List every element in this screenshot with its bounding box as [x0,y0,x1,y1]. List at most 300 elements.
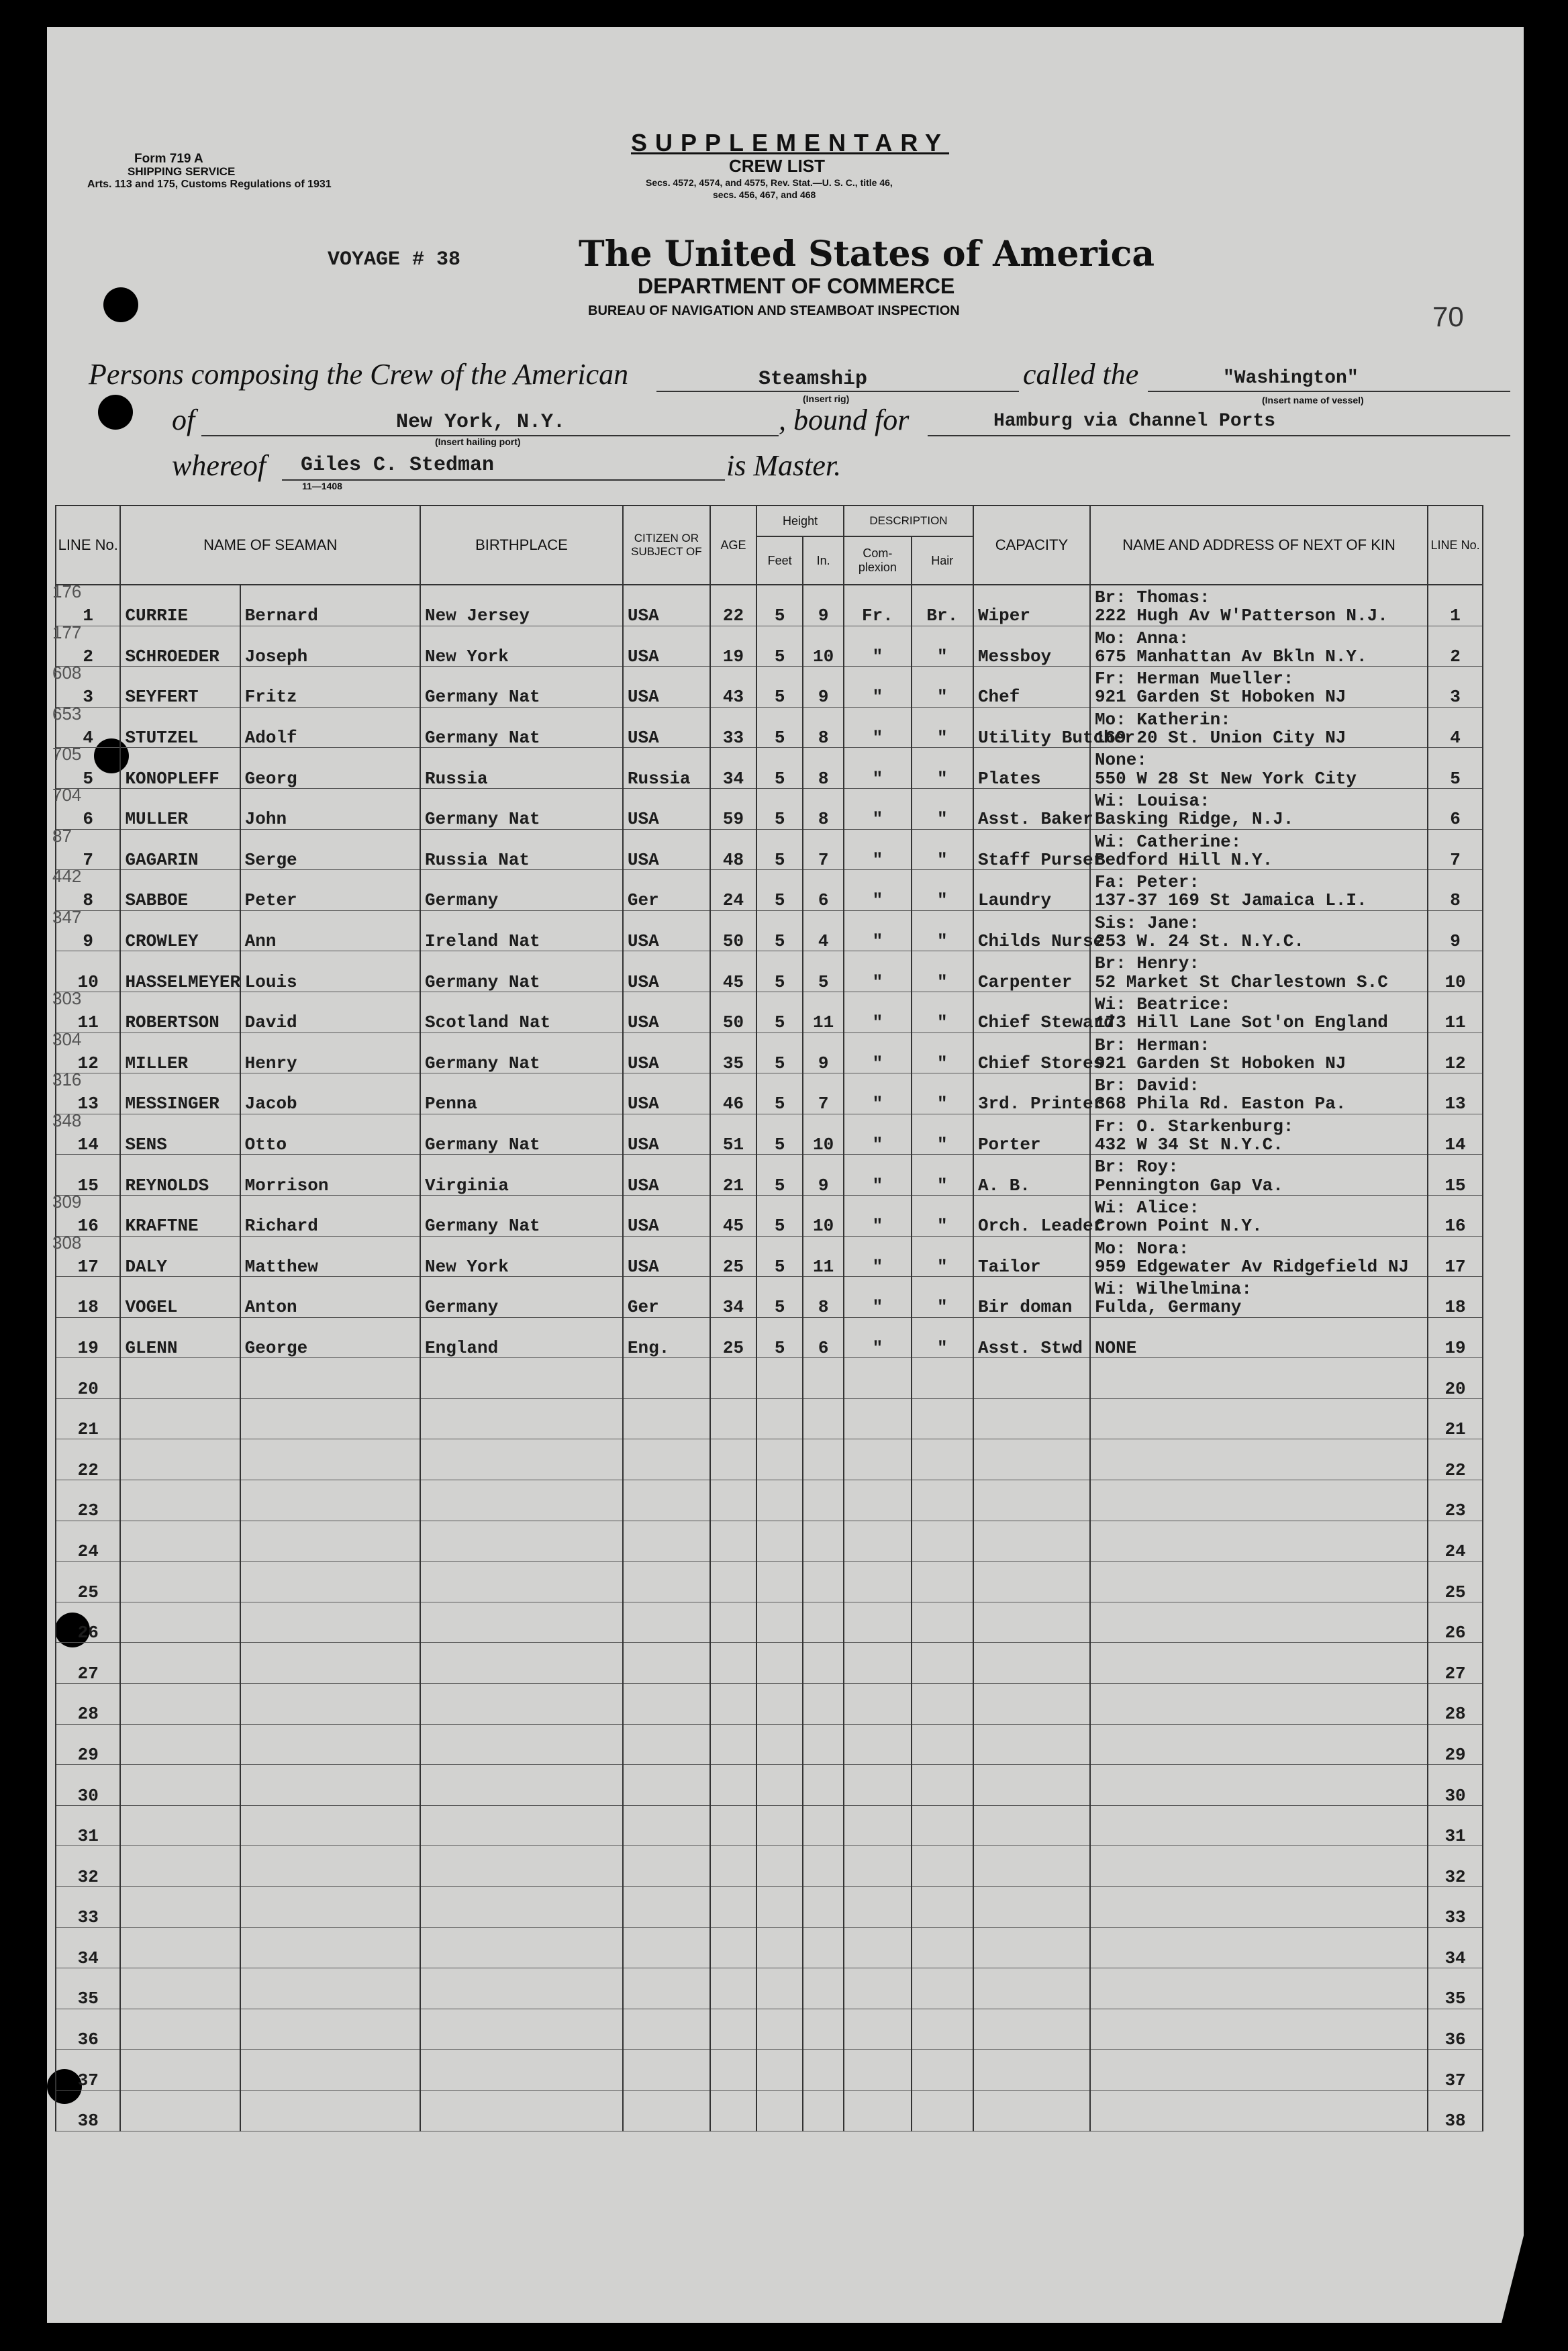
table-row [56,910,1483,951]
seaman-given-name [240,1684,420,1725]
complexion: " [844,1033,912,1073]
kin-address: 222 Hugh Av W'Patterson N.J. [1094,606,1388,626]
line-number-right: 3 [1428,667,1483,708]
margin-annotation: 87 [52,825,72,846]
table-row [56,1927,1483,1968]
line-number: 15 [56,1155,120,1196]
table-row [56,1765,1483,1806]
seaman-given-name: Joseph [240,626,420,667]
kin-address: 173 Hill Lane Sot'on England [1094,1012,1388,1033]
form-number: Form 719 A [134,152,203,166]
form-service: SHIPPING SERVICE [128,165,236,178]
line-number-right: 19 [1428,1317,1483,1358]
height-feet [756,2009,803,2050]
seaman-surname [120,1887,240,1928]
hair: " [912,1317,973,1358]
seaman-given-name: Otto [240,1114,420,1155]
next-of-kin [1090,707,1428,748]
birthplace [420,1724,623,1765]
kin-address: Pennington Gap Va. [1094,1175,1283,1196]
seaman-surname [120,1968,240,2009]
height-inches: 10 [803,626,844,667]
next-of-kin [1090,1195,1428,1236]
height-inches: 5 [803,951,844,992]
height-feet: 5 [756,1195,803,1236]
line-number-right: 5 [1428,748,1483,789]
seaman-surname [120,1643,240,1684]
kin-relation: Mo: Nora: [1094,1238,1189,1259]
line-number: 14 [56,1114,120,1155]
line-number: 27 [56,1643,120,1684]
complexion: " [844,667,912,708]
line-number: 4 [56,707,120,748]
complexion: " [844,1114,912,1155]
line-number: 12 [56,1033,120,1073]
next-of-kin [1090,1033,1428,1073]
complexion [844,2090,912,2131]
whereof-text: whereof [172,449,266,482]
hair [912,1684,973,1725]
height-inches: 8 [803,788,844,829]
line-number: 9 [56,910,120,951]
table-row [56,1114,1483,1155]
line-number-right: 18 [1428,1277,1483,1318]
line-number: 1 [56,585,120,626]
kin-address: 253 W. 24 St. N.Y.C. [1094,931,1305,952]
seaman-given-name [240,1521,420,1562]
line-number: 32 [56,1846,120,1887]
line-number: 10 [56,951,120,992]
complexion: " [844,1236,912,1277]
line-number-right: 26 [1428,1602,1483,1643]
table-row [56,1317,1483,1358]
kin-address: 921 Garden St Hoboken NJ [1094,1053,1346,1073]
seaman-given-name: John [240,788,420,829]
table-row [56,870,1483,911]
birthplace: Germany Nat [420,1033,623,1073]
seaman-given-name [240,2009,420,2050]
seaman-surname: KRAFTNE [120,1195,240,1236]
next-of-kin [1090,1155,1428,1196]
age: 19 [710,626,756,667]
seaman-surname: MILLER [120,1033,240,1073]
seaman-given-name: Ann [240,910,420,951]
table-row [56,1277,1483,1318]
height-feet: 5 [756,1114,803,1155]
form-articles: Arts. 113 and 175, Customs Regulations of 1931 [87,179,332,190]
supplementary-stamp: SUPPLEMENTARY [631,129,950,156]
line-number: 2 [56,626,120,667]
height-inches: 10 [803,1114,844,1155]
capacity [973,1398,1090,1439]
kin-address: 432 W 34 St N.Y.C. [1094,1135,1283,1155]
form-code: 11—1408 [302,481,342,491]
capacity: Plates [973,748,1090,789]
seaman-surname: REYNOLDS [120,1155,240,1196]
capacity [973,1724,1090,1765]
col-feet: Feet [756,536,803,585]
age: 59 [710,788,756,829]
kin-address: 137-37 169 St Jamaica L.I. [1094,890,1367,911]
hair: " [912,707,973,748]
seaman-given-name [240,1439,420,1480]
seaman-given-name: Jacob [240,1073,420,1114]
line-number: 34 [56,1927,120,1968]
height-inches: 4 [803,910,844,951]
complexion [844,1521,912,1562]
kin-relation: Br: Henry: [1094,953,1199,974]
line-number: 11 [56,992,120,1033]
capacity [973,2009,1090,2050]
height-feet [756,1439,803,1480]
citizenship: Ger [623,1277,710,1318]
age: 51 [710,1114,756,1155]
kin-address: NONE [1094,1337,1137,1358]
line-number-right: 6 [1428,788,1483,829]
birthplace: Germany [420,870,623,911]
complexion [844,1643,912,1684]
hair: " [912,910,973,951]
seaman-given-name [240,1968,420,2009]
capacity: Wiper [973,585,1090,626]
height-inches: 9 [803,1155,844,1196]
age: 45 [710,951,756,992]
line-number: 38 [56,2090,120,2131]
next-of-kin [1090,1114,1428,1155]
age: 25 [710,1236,756,1277]
seaman-given-name [240,1643,420,1684]
line-number: 23 [56,1480,120,1521]
height-feet: 5 [756,910,803,951]
complexion: " [844,1073,912,1114]
seaman-given-name: Louis [240,951,420,992]
table-row [56,1805,1483,1846]
next-of-kin [1090,1277,1428,1318]
age: 50 [710,992,756,1033]
birthplace [420,1846,623,1887]
seaman-given-name: Bernard [240,585,420,626]
age [710,2050,756,2091]
citizenship: USA [623,667,710,708]
capacity: Childs Nurse [973,910,1090,951]
age [710,1887,756,1928]
hair: Br. [912,585,973,626]
age [710,1927,756,1968]
age [710,1643,756,1684]
margin-annotation: 303 [52,988,82,1008]
height-feet: 5 [756,870,803,911]
seaman-given-name: Serge [240,829,420,870]
seaman-surname [120,1684,240,1725]
birthplace: Penna [420,1073,623,1114]
table-row [56,1033,1483,1073]
height-inches [803,1521,844,1562]
kin-relation: Fr: Herman Mueller: [1094,669,1294,689]
next-of-kin [1090,1846,1428,1887]
height-inches: 7 [803,1073,844,1114]
birthplace [420,1805,623,1846]
line-number-right: 2 [1428,626,1483,667]
height-inches [803,1684,844,1725]
height-feet [756,1805,803,1846]
complexion: " [844,626,912,667]
table-row [56,829,1483,870]
height-feet: 5 [756,585,803,626]
seaman-surname [120,2090,240,2131]
line-number-right: 30 [1428,1765,1483,1806]
height-feet: 5 [756,667,803,708]
birthplace: Germany Nat [420,951,623,992]
height-feet [756,1968,803,2009]
height-inches: 7 [803,829,844,870]
birthplace [420,2050,623,2091]
hair [912,1602,973,1643]
next-of-kin [1090,1521,1428,1562]
line-number: 7 [56,829,120,870]
vessel-name: "Washington" [1223,368,1359,389]
vessel-hint: (Insert name of vessel) [1262,395,1364,405]
height-inches: 9 [803,667,844,708]
seaman-surname: GAGARIN [120,829,240,870]
complexion [844,2050,912,2091]
line-number-right: 28 [1428,1684,1483,1725]
margin-annotation: 442 [52,866,82,887]
capacity [973,1643,1090,1684]
seaman-surname [120,1724,240,1765]
line-number-right: 21 [1428,1398,1483,1439]
line-number-right: 4 [1428,707,1483,748]
age [710,1724,756,1765]
table-row [56,2050,1483,2091]
line-number-right: 33 [1428,1887,1483,1928]
hair [912,1968,973,2009]
table-row [56,1439,1483,1480]
margin-annotation: 309 [52,1192,82,1212]
birthplace [420,2090,623,2131]
height-inches: 9 [803,1033,844,1073]
capacity: Tailor [973,1236,1090,1277]
age [710,1846,756,1887]
seaman-given-name [240,1562,420,1602]
line-number: 25 [56,1562,120,1602]
line-number-right: 1 [1428,585,1483,626]
table-row [56,1155,1483,1196]
seaman-surname: ROBERTSON [120,992,240,1033]
height-inches [803,1887,844,1928]
col-next-of-kin: NAME AND ADDRESS OF NEXT OF KIN [1090,506,1428,585]
seaman-surname: DALY [120,1236,240,1277]
next-of-kin [1090,1236,1428,1277]
department-title: DEPARTMENT OF COMMERCE [638,274,955,298]
capacity: Porter [973,1114,1090,1155]
hair: " [912,1277,973,1318]
persons-text: Persons composing the Crew of the American [89,358,629,391]
birthplace: Ireland Nat [420,910,623,951]
capacity: Orch. Leader [973,1195,1090,1236]
height-feet: 5 [756,1317,803,1358]
col-name: NAME OF SEAMAN [120,506,420,585]
complexion [844,1846,912,1887]
next-of-kin [1090,1805,1428,1846]
rig-line [656,391,1019,392]
height-inches: 8 [803,707,844,748]
citizenship: USA [623,829,710,870]
next-of-kin [1090,1887,1428,1928]
seaman-given-name: Richard [240,1195,420,1236]
kin-relation: Br: Thomas: [1094,587,1210,608]
next-of-kin [1090,992,1428,1033]
punch-hole [103,287,138,322]
height-inches: 8 [803,1277,844,1318]
complexion: " [844,707,912,748]
kin-address: 959 Edgewater Av Ridgefield NJ [1094,1256,1410,1277]
capacity [973,1927,1090,1968]
punch-hole [98,395,133,430]
complexion: " [844,788,912,829]
seaman-surname [120,1480,240,1521]
seaman-surname: KONOPLEFF [120,748,240,789]
table-row [56,1887,1483,1928]
complexion [844,2009,912,2050]
kin-address: 368 Phila Rd. Easton Pa. [1094,1094,1346,1114]
capacity [973,1439,1090,1480]
height-feet [756,2090,803,2131]
line-number-right: 13 [1428,1073,1483,1114]
line-number: 30 [56,1765,120,1806]
hair: " [912,1195,973,1236]
kin-relation: Wi: Catherine: [1094,831,1242,852]
line-number: 29 [56,1724,120,1765]
complexion: " [844,748,912,789]
height-inches: 6 [803,1317,844,1358]
age: 25 [710,1317,756,1358]
next-of-kin [1090,910,1428,951]
birthplace [420,1439,623,1480]
next-of-kin [1090,585,1428,626]
citizenship [623,2090,710,2131]
seaman-given-name [240,1805,420,1846]
hair [912,1398,973,1439]
complexion: Fr. [844,585,912,626]
birthplace: Germany Nat [420,667,623,708]
height-feet: 5 [756,1236,803,1277]
citizenship [623,1521,710,1562]
kin-address: Crown Point N.Y. [1094,1216,1263,1237]
hair [912,2090,973,2131]
seaman-surname [120,1562,240,1602]
kin-relation: Wi: Louisa: [1094,790,1210,811]
line-number: 24 [56,1521,120,1562]
height-inches [803,2050,844,2091]
birthplace: New York [420,626,623,667]
birthplace [420,1927,623,1968]
seaman-given-name [240,1846,420,1887]
complexion: " [844,1277,912,1318]
citizenship [623,1480,710,1521]
next-of-kin [1090,1602,1428,1643]
capacity: Staff Purser [973,829,1090,870]
citizenship [623,1439,710,1480]
seaman-surname: CURRIE [120,585,240,626]
capacity: Asst. Baker [973,788,1090,829]
height-feet: 5 [756,1073,803,1114]
master-line [282,479,725,481]
next-of-kin [1090,1927,1428,1968]
height-inches [803,1358,844,1399]
kin-relation: Mo: Anna: [1094,628,1189,649]
capacity [973,2050,1090,2091]
seaman-given-name [240,1358,420,1399]
birthplace: Germany Nat [420,1114,623,1155]
citizenship [623,1602,710,1643]
next-of-kin [1090,2090,1428,2131]
capacity: Chef [973,667,1090,708]
line-number: 6 [56,788,120,829]
seaman-given-name [240,1927,420,1968]
complexion: " [844,1195,912,1236]
line-number: 5 [56,748,120,789]
height-feet [756,1521,803,1562]
line-number-right: 38 [1428,2090,1483,2131]
complexion: " [844,1317,912,1358]
birthplace [420,1887,623,1928]
table-row [56,1643,1483,1684]
birthplace [420,1602,623,1643]
seaman-given-name: Georg [240,748,420,789]
hair [912,1643,973,1684]
citizenship [623,2050,710,2091]
hair [912,1887,973,1928]
age: 46 [710,1073,756,1114]
of-text: of [172,403,195,436]
birthplace [420,1358,623,1399]
table-row [56,951,1483,992]
next-of-kin [1090,1724,1428,1765]
age [710,1968,756,2009]
citizenship: Russia [623,748,710,789]
height-feet [756,1358,803,1399]
col-birthplace: BIRTHPLACE [420,506,623,585]
line-number-right: 23 [1428,1480,1483,1521]
height-feet [756,1562,803,1602]
citizenship: Ger [623,870,710,911]
bureau-title: BUREAU OF NAVIGATION AND STEAMBOAT INSPECTION [588,303,960,318]
table-row [56,788,1483,829]
citizenship [623,1643,710,1684]
kin-relation: Br: David: [1094,1075,1199,1096]
line-number: 8 [56,870,120,911]
next-of-kin [1090,2050,1428,2091]
next-of-kin [1090,829,1428,870]
col-height: Height [756,506,844,536]
hair [912,1927,973,1968]
complexion [844,1765,912,1806]
table-row [56,1358,1483,1399]
seaman-surname: MULLER [120,788,240,829]
seaman-surname: STUTZEL [120,707,240,748]
height-feet: 5 [756,626,803,667]
vessel-line [1148,391,1510,392]
table-row [56,2009,1483,2050]
hair: " [912,667,973,708]
margin-annotation: 653 [52,703,82,724]
table-row [56,748,1483,789]
table-row [56,2090,1483,2131]
table-row [56,585,1483,626]
citizenship [623,1765,710,1806]
birthplace [420,1684,623,1725]
height-inches [803,1643,844,1684]
